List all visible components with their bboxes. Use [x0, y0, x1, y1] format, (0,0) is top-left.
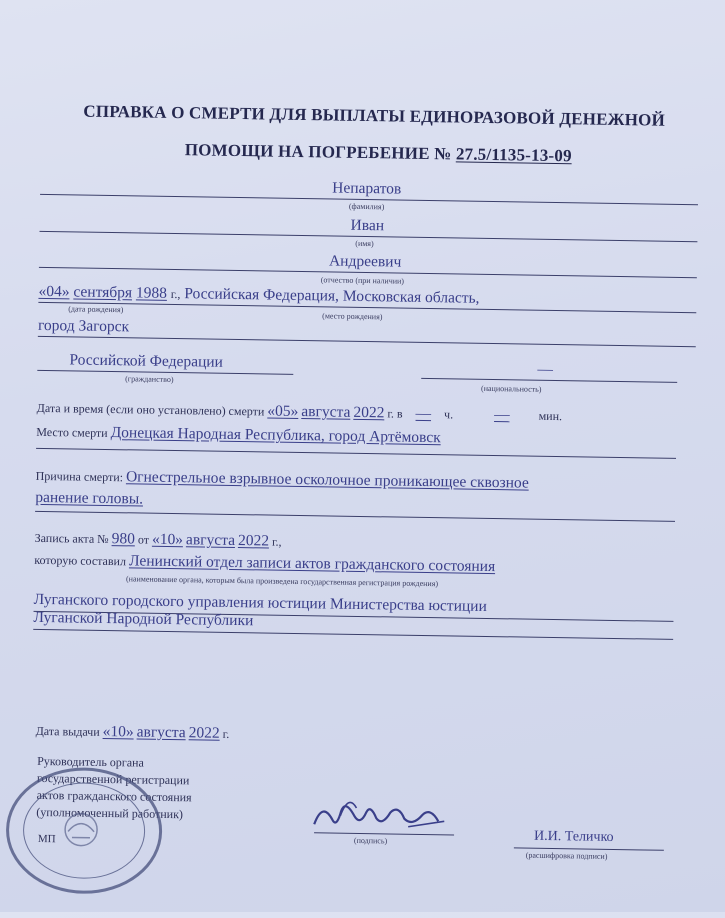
patronymic-caption: (отчество (при наличии) — [320, 275, 405, 286]
record-day: «10» — [151, 530, 184, 549]
birth-place-line2: город Загорск — [37, 316, 130, 336]
death-date-label: Дата и время (если оно установлено) смерти — [36, 400, 265, 419]
citizenship-value: Российской Федерации — [69, 351, 224, 371]
citizenship-caption: (гражданство) — [125, 374, 174, 385]
nationality-value: — — [537, 360, 554, 378]
title-prefix: ПОМОЩИ НА ПОГРЕБЕНИЕ № — [184, 140, 452, 164]
record-month: августа — [185, 531, 236, 550]
death-place-label: Место смерти — [36, 424, 108, 440]
head-line3: актов гражданского состояния — [36, 787, 192, 805]
authority-line2: Луганского городского управления юстиции Министерства юстиции — [33, 590, 487, 615]
authority-line3-rule — [33, 629, 673, 640]
cause-line1: Огнестрельное взрывное осколочное проникающее сквозное — [125, 468, 529, 492]
signer-caption: (расшифровка подписи) — [525, 850, 608, 861]
death-place-extra-line — [36, 448, 676, 459]
death-minutes-label: мин. — [538, 408, 563, 424]
record-row — [35, 529, 282, 551]
title-line2 — [185, 140, 572, 166]
record-label: Запись акта № — [34, 530, 109, 547]
authority-caption: (наименование органа, которым была произведена государственная регистрация рождения) — [125, 574, 439, 589]
record-from: от — [137, 532, 150, 547]
issue-day: «10» — [102, 722, 134, 741]
official-stamp — [5, 766, 163, 894]
record-year-suffix: г., — [271, 534, 282, 549]
birth-year-suffix: г., — [170, 286, 181, 302]
death-month: августа — [301, 403, 351, 421]
birth-month: сентября — [73, 283, 133, 302]
issue-month: августа — [136, 723, 186, 742]
record-number: 980 — [111, 530, 136, 548]
title-line1: СПРАВКА О СМЕРТИ ДЛЯ ВЫПЛАТЫ ЕДИНОРАЗОВОЙ ДЕНЕЖНОЙ — [83, 101, 666, 130]
birth-place-line1: Российская Федерация, Московская область, — [184, 285, 480, 307]
signature-caption: (подпись) — [353, 835, 388, 846]
composed-label: которую составил — [34, 552, 127, 569]
birth-day: «04» — [38, 282, 70, 301]
death-hours: — — [415, 404, 432, 423]
name-caption: (имя) — [355, 238, 374, 249]
death-place-row — [36, 423, 441, 447]
signer-name: И.И. Теличко — [533, 828, 614, 845]
mp-label: МП — [37, 832, 56, 846]
cause-row — [36, 467, 529, 493]
death-year: 2022 — [353, 403, 385, 422]
birth-place-caption: (место рождения) — [322, 311, 383, 322]
cause-label: Причина смерти: — [35, 468, 124, 485]
issue-year: 2022 — [188, 724, 220, 742]
death-day: «05» — [267, 402, 299, 420]
cause-line-under — [35, 511, 675, 522]
patronymic-value: Андреевич — [328, 252, 402, 271]
death-minutes: — — [494, 406, 510, 424]
authority-line1: Ленинский отдел записи актов гражданского состояния — [128, 552, 496, 576]
head-line4: (уполномоченный работник) — [36, 804, 184, 822]
nationality-caption: (национальность) — [481, 383, 542, 394]
authority-line3: Луганской Народной Республики — [33, 608, 254, 630]
issue-date-row — [36, 722, 230, 743]
birth-year: 1988 — [135, 284, 168, 302]
death-date-row — [37, 399, 563, 425]
birth-place-line — [38, 336, 696, 347]
record-year: 2022 — [237, 532, 270, 550]
death-hours-label: ч. — [444, 407, 454, 422]
death-place-value: Донецкая Народная Республика, город Артёмовск — [110, 424, 441, 447]
surname-caption: (фамилия) — [348, 201, 385, 212]
issue-label: Дата выдачи — [35, 723, 100, 739]
head-line2: государственной регистрации — [36, 770, 190, 788]
birth-date-caption: (дата рождения) — [68, 304, 124, 315]
surname-value: Непаратов — [332, 179, 402, 198]
cause-line2: ранение головы. — [35, 488, 144, 508]
death-year-suffix: г. в — [387, 406, 403, 421]
stamp-emblem-icon — [5, 766, 157, 888]
head-line1: Руководитель органа — [37, 753, 144, 770]
authority-row — [34, 551, 495, 576]
issue-year-suffix: г. — [222, 726, 230, 741]
name-value: Иван — [350, 216, 385, 235]
certificate-number: 27.5/1135-13-09 — [455, 144, 572, 166]
